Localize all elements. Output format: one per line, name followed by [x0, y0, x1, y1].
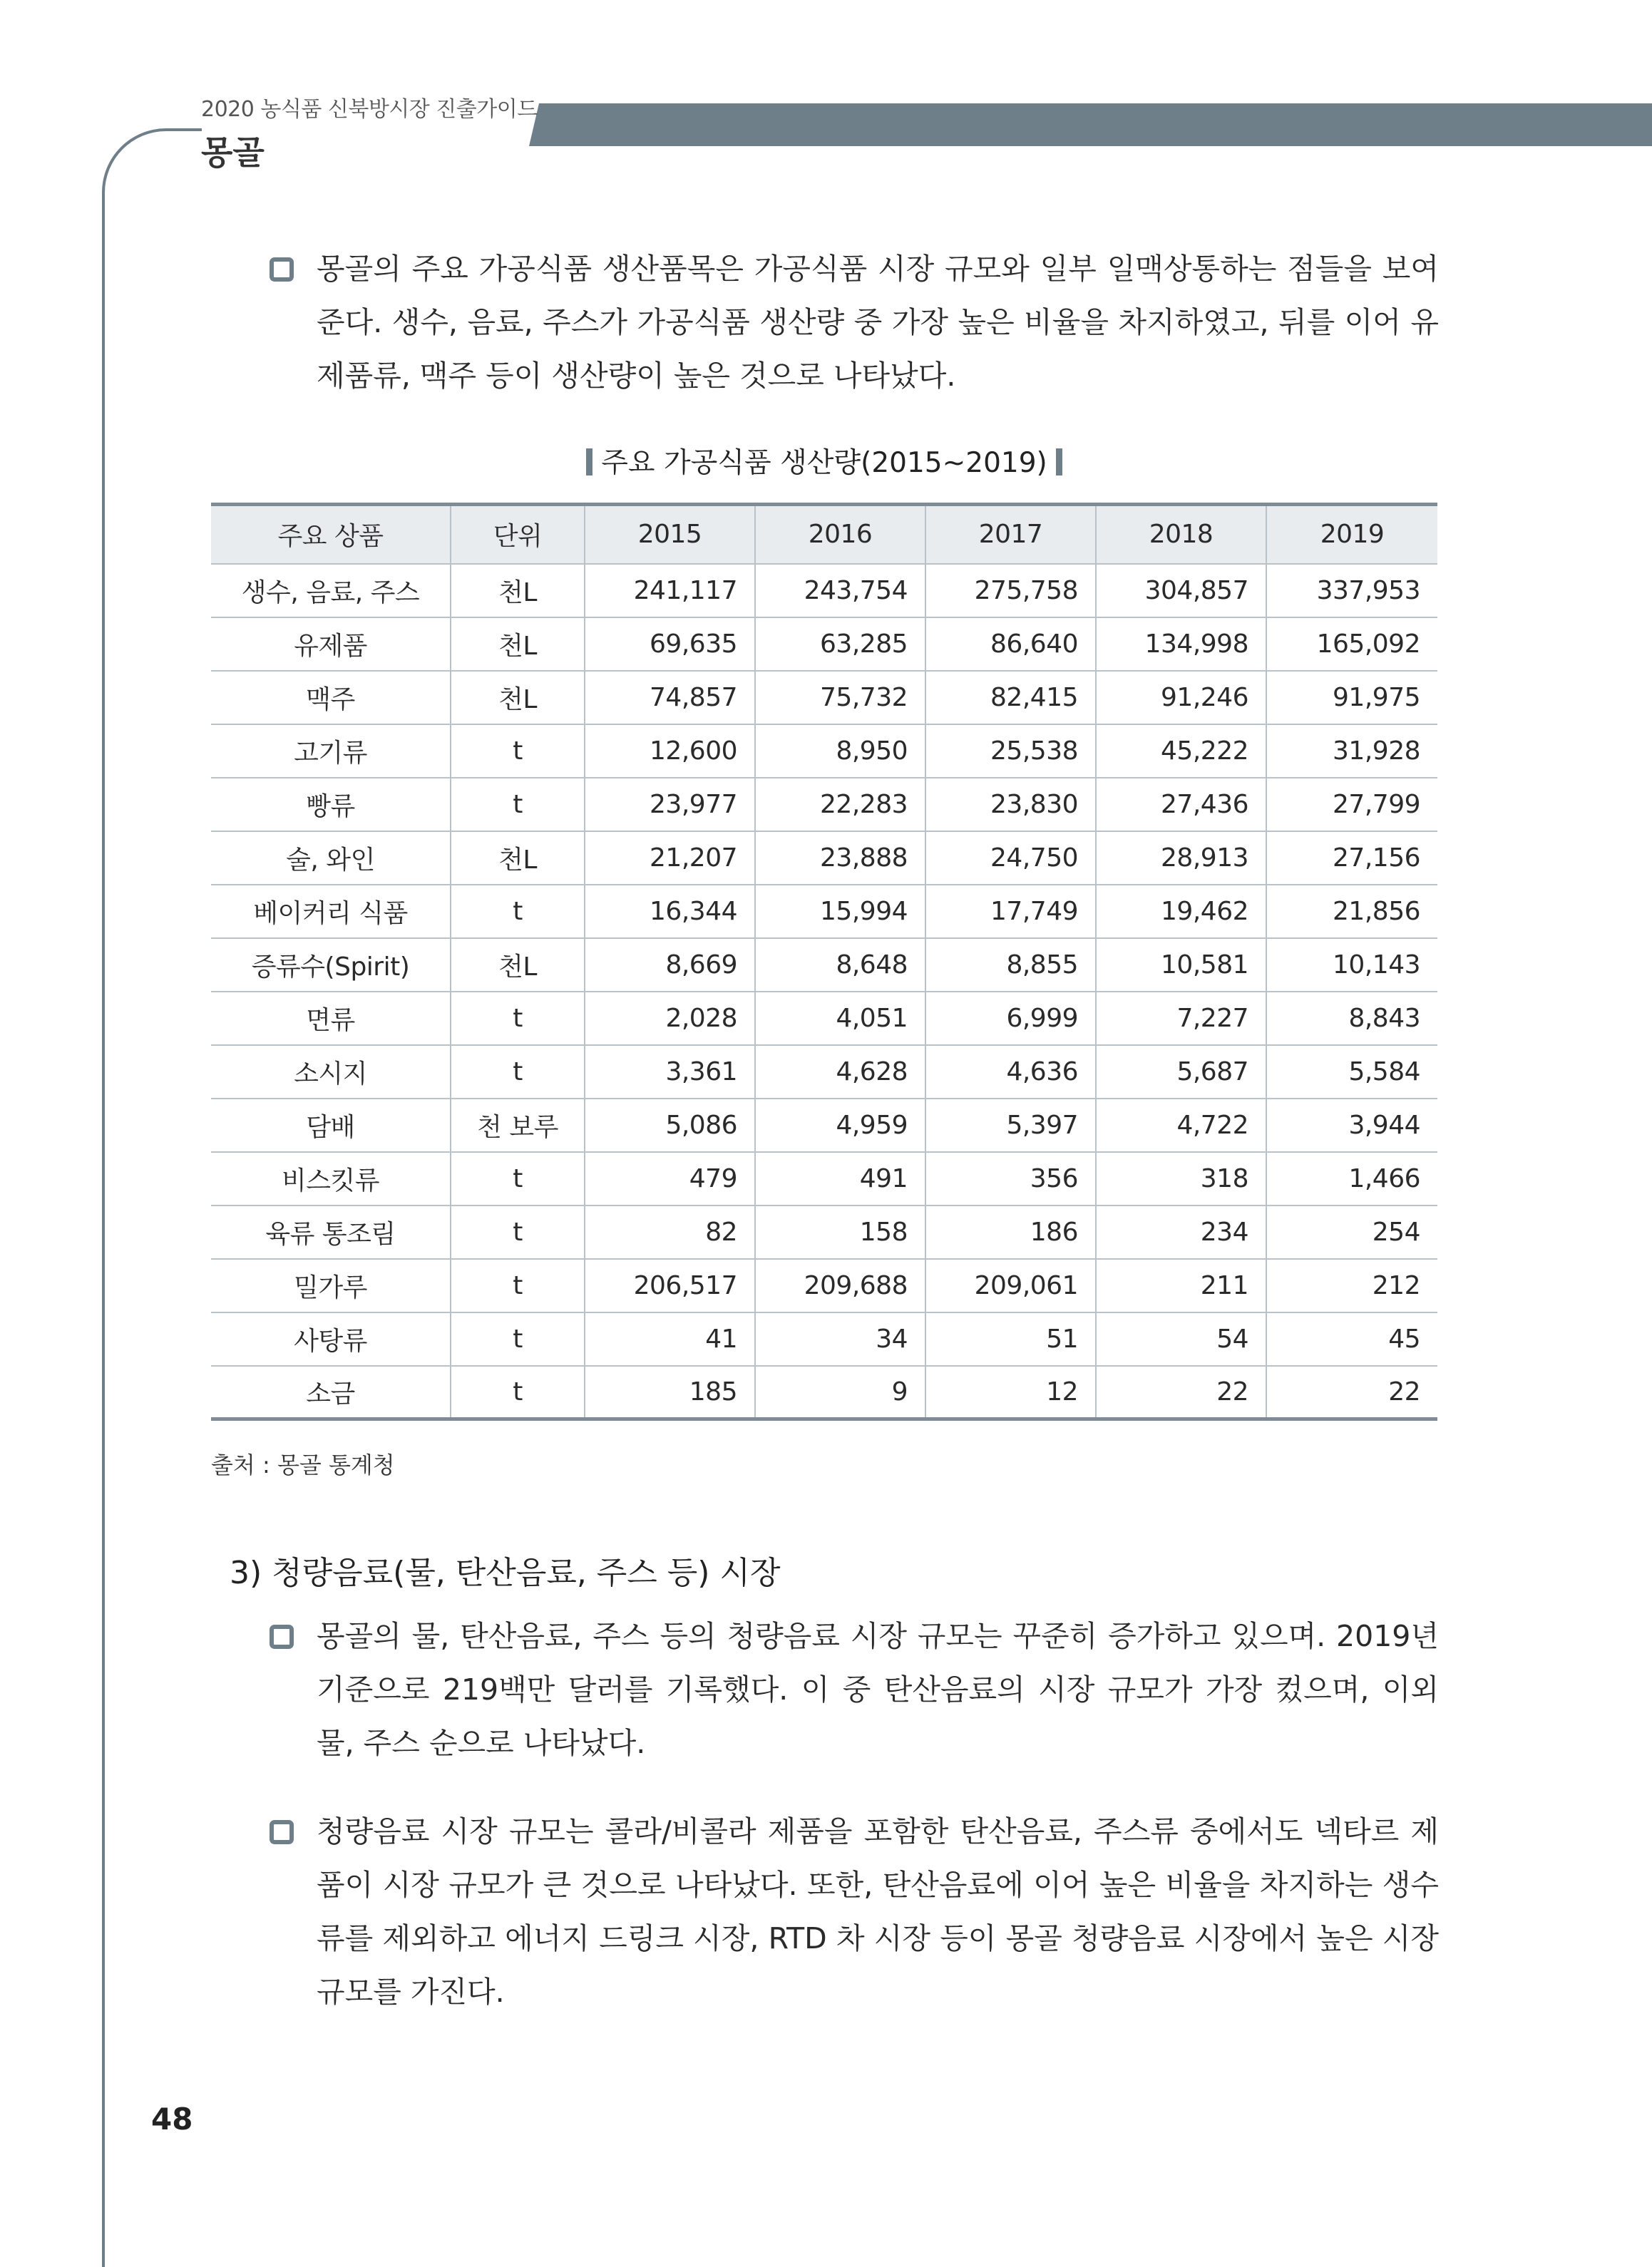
value-cell: 206,517	[585, 1259, 755, 1312]
value-cell: 17,749	[925, 885, 1096, 938]
unit-cell: 천L	[451, 617, 585, 671]
value-cell: 3,944	[1266, 1099, 1437, 1152]
value-cell: 5,397	[925, 1099, 1096, 1152]
unit-cell: t	[451, 885, 585, 938]
unit-cell: 천L	[451, 938, 585, 992]
value-cell: 479	[585, 1152, 755, 1206]
title-bar-left-icon	[586, 448, 592, 475]
value-cell: 75,732	[755, 671, 925, 724]
segments-paragraph	[270, 1805, 1439, 2019]
table-title-text: 주요 가공식품 생산량(2015~2019)	[601, 447, 1047, 479]
checkbox-bullet-icon	[270, 257, 294, 282]
value-cell: 186	[925, 1206, 1096, 1259]
unit-cell: t	[451, 1312, 585, 1366]
unit-cell: t	[451, 1366, 585, 1419]
table-row	[211, 1152, 1437, 1206]
guide-title: 2020 농식품 신북방시장 진출가이드	[201, 97, 538, 122]
value-cell: 12	[925, 1366, 1096, 1419]
value-cell: 8,843	[1266, 992, 1437, 1045]
unit-cell: 천L	[451, 831, 585, 885]
value-cell: 82,415	[925, 671, 1096, 724]
table-body	[211, 564, 1437, 1419]
value-cell: 4,051	[755, 992, 925, 1045]
market-size-paragraph	[270, 1610, 1439, 1770]
product-cell: 생수, 음료, 주스	[211, 564, 451, 617]
value-cell: 22	[1266, 1366, 1437, 1419]
value-cell: 165,092	[1266, 617, 1437, 671]
value-cell: 25,538	[925, 724, 1096, 778]
value-cell: 5,687	[1096, 1045, 1266, 1099]
value-cell: 23,830	[925, 778, 1096, 831]
title-bar-right-icon	[1056, 448, 1062, 475]
table-row	[211, 885, 1437, 938]
page-number: 48	[151, 2102, 193, 2137]
value-cell: 23,977	[585, 778, 755, 831]
unit-cell: t	[451, 1045, 585, 1099]
unit-cell: t	[451, 1152, 585, 1206]
country-title: 몽골	[201, 133, 265, 172]
unit-cell: t	[451, 724, 585, 778]
value-cell: 27,436	[1096, 778, 1266, 831]
market-size-text: 몽골의 물, 탄산음료, 주스 등의 청량음료 시장 규모는 꾸준히 증가하고 있으며. 2019년 기준으로 219백만 달러를 기록했다. 이 중 탄산음료의 시장 규모가 가장 컸으며, 이외 물, 주스 순으로 나타났다.	[317, 1619, 1439, 1760]
value-cell: 304,857	[1096, 564, 1266, 617]
value-cell: 54	[1096, 1312, 1266, 1366]
table-row	[211, 1259, 1437, 1312]
table-row	[211, 938, 1437, 992]
value-cell: 209,688	[755, 1259, 925, 1312]
table-header-row	[211, 505, 1437, 564]
table-row	[211, 1312, 1437, 1366]
product-cell: 육류 통조림	[211, 1206, 451, 1259]
value-cell: 234	[1096, 1206, 1266, 1259]
unit-cell: t	[451, 1206, 585, 1259]
production-table	[211, 503, 1437, 1421]
product-cell: 증류수(Spirit)	[211, 938, 451, 992]
value-cell: 10,581	[1096, 938, 1266, 992]
table-row	[211, 1045, 1437, 1099]
value-cell: 1,466	[1266, 1152, 1437, 1206]
value-cell: 12,600	[585, 724, 755, 778]
unit-cell: t	[451, 992, 585, 1045]
value-cell: 8,648	[755, 938, 925, 992]
product-cell: 유제품	[211, 617, 451, 671]
value-cell: 4,722	[1096, 1099, 1266, 1152]
checkbox-bullet-icon	[270, 1625, 294, 1649]
value-cell: 69,635	[585, 617, 755, 671]
unit-cell: 천L	[451, 671, 585, 724]
value-cell: 27,156	[1266, 831, 1437, 885]
value-cell: 5,086	[585, 1099, 755, 1152]
value-cell: 45,222	[1096, 724, 1266, 778]
value-cell: 185	[585, 1366, 755, 1419]
header-2017: 2017	[925, 505, 1096, 564]
value-cell: 8,669	[585, 938, 755, 992]
value-cell: 74,857	[585, 671, 755, 724]
value-cell: 31,928	[1266, 724, 1437, 778]
value-cell: 86,640	[925, 617, 1096, 671]
header-bar	[529, 103, 1652, 146]
unit-cell: t	[451, 778, 585, 831]
product-cell: 면류	[211, 992, 451, 1045]
product-cell: 소시지	[211, 1045, 451, 1099]
value-cell: 241,117	[585, 564, 755, 617]
product-cell: 밀가루	[211, 1259, 451, 1312]
value-cell: 337,953	[1266, 564, 1437, 617]
value-cell: 63,285	[755, 617, 925, 671]
product-cell: 담배	[211, 1099, 451, 1152]
value-cell: 22	[1096, 1366, 1266, 1419]
value-cell: 16,344	[585, 885, 755, 938]
table-row	[211, 1366, 1437, 1419]
value-cell: 28,913	[1096, 831, 1266, 885]
value-cell: 4,959	[755, 1099, 925, 1152]
unit-cell: 천 보루	[451, 1099, 585, 1152]
header-2016: 2016	[755, 505, 925, 564]
value-cell: 24,750	[925, 831, 1096, 885]
table-row	[211, 724, 1437, 778]
value-cell: 6,999	[925, 992, 1096, 1045]
value-cell: 51	[925, 1312, 1096, 1366]
value-cell: 158	[755, 1206, 925, 1259]
value-cell: 15,994	[755, 885, 925, 938]
section-heading: 3) 청량음료(물, 탄산음료, 주스 등) 시장	[230, 1555, 781, 1591]
product-cell: 고기류	[211, 724, 451, 778]
table-row	[211, 831, 1437, 885]
value-cell: 356	[925, 1152, 1096, 1206]
checkbox-bullet-icon	[270, 1820, 294, 1844]
unit-cell: t	[451, 1259, 585, 1312]
value-cell: 19,462	[1096, 885, 1266, 938]
value-cell: 22,283	[755, 778, 925, 831]
table-row	[211, 617, 1437, 671]
table-row	[211, 1099, 1437, 1152]
unit-cell: 천L	[451, 564, 585, 617]
value-cell: 209,061	[925, 1259, 1096, 1312]
product-cell: 베이커리 식품	[211, 885, 451, 938]
product-cell: 비스킷류	[211, 1152, 451, 1206]
product-cell: 소금	[211, 1366, 451, 1419]
value-cell: 7,227	[1096, 992, 1266, 1045]
value-cell: 82	[585, 1206, 755, 1259]
table-row	[211, 1206, 1437, 1259]
product-cell: 사탕류	[211, 1312, 451, 1366]
table-row	[211, 671, 1437, 724]
value-cell: 91,975	[1266, 671, 1437, 724]
table-row	[211, 778, 1437, 831]
value-cell: 211	[1096, 1259, 1266, 1312]
value-cell: 21,856	[1266, 885, 1437, 938]
value-cell: 41	[585, 1312, 755, 1366]
value-cell: 8,950	[755, 724, 925, 778]
product-cell: 맥주	[211, 671, 451, 724]
table-row	[211, 992, 1437, 1045]
segments-text: 청량음료 시장 규모는 콜라/비콜라 제품을 포함한 탄산음료, 주스류 중에서도 넥타르 제품이 시장 규모가 큰 것으로 나타났다. 또한, 탄산음료에 이어 높은 비율을 차지하는 생수류를 제외하고 에너지 드링크 시장, RTD 차 시장 등이 몽골 청량음료 시장에서 높은 시장 규모를 가진다.	[317, 1814, 1439, 2009]
header-2019: 2019	[1266, 505, 1437, 564]
value-cell: 3,361	[585, 1045, 755, 1099]
header-2018: 2018	[1096, 505, 1266, 564]
value-cell: 5,584	[1266, 1045, 1437, 1099]
value-cell: 254	[1266, 1206, 1437, 1259]
value-cell: 34	[755, 1312, 925, 1366]
page-frame-line	[102, 128, 202, 2267]
value-cell: 243,754	[755, 564, 925, 617]
header-product: 주요 상품	[211, 505, 451, 564]
header-2015: 2015	[585, 505, 755, 564]
value-cell: 212	[1266, 1259, 1437, 1312]
value-cell: 2,028	[585, 992, 755, 1045]
value-cell: 23,888	[755, 831, 925, 885]
product-cell: 술, 와인	[211, 831, 451, 885]
value-cell: 4,636	[925, 1045, 1096, 1099]
value-cell: 275,758	[925, 564, 1096, 617]
intro-paragraph	[270, 242, 1439, 403]
product-cell: 빵류	[211, 778, 451, 831]
table-row	[211, 564, 1437, 617]
table-source: 출처 : 몽골 통계청	[211, 1451, 395, 1479]
value-cell: 21,207	[585, 831, 755, 885]
value-cell: 10,143	[1266, 938, 1437, 992]
table-title	[211, 441, 1437, 480]
value-cell: 9	[755, 1366, 925, 1419]
value-cell: 27,799	[1266, 778, 1437, 831]
value-cell: 4,628	[755, 1045, 925, 1099]
intro-text: 몽골의 주요 가공식품 생산품목은 가공식품 시장 규모와 일부 일맥상통하는 점들을 보여준다. 생수, 음료, 주스가 가공식품 생산량 중 가장 높은 비율을 차지하였고, 뒤를 이어 유제품류, 맥주 등이 생산량이 높은 것으로 나타났다.	[317, 252, 1439, 393]
value-cell: 45	[1266, 1312, 1437, 1366]
value-cell: 491	[755, 1152, 925, 1206]
value-cell: 318	[1096, 1152, 1266, 1206]
value-cell: 8,855	[925, 938, 1096, 992]
header-unit: 단위	[451, 505, 585, 564]
value-cell: 134,998	[1096, 617, 1266, 671]
value-cell: 91,246	[1096, 671, 1266, 724]
